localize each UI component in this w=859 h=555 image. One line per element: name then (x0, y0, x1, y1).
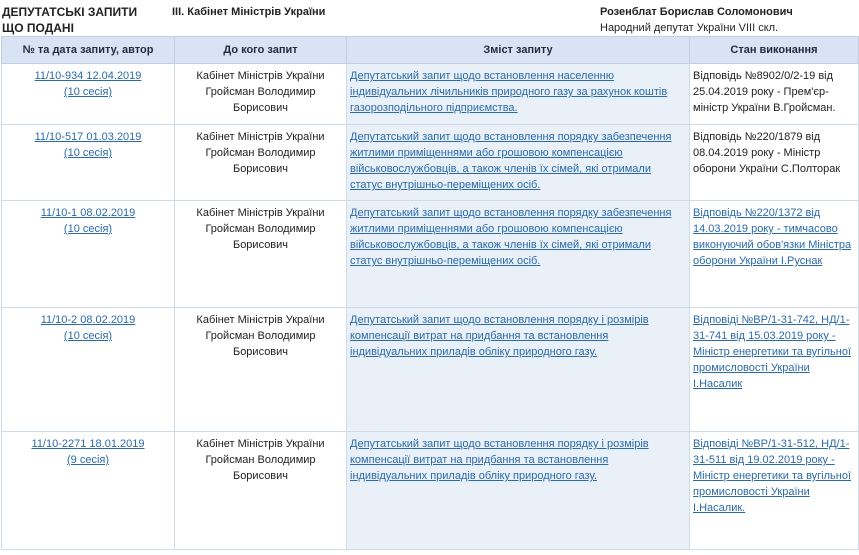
status-text: Відповідь №8902/0/2-19 від 25.04.2019 року - Прем'єр-міністр України В.Гройсман. (693, 70, 836, 114)
status-cell (690, 64, 859, 125)
request-content-link[interactable]: Депутатський запит щодо встановлення порядку забезпечення житлими приміщеннями або грошовою компенсацією військовослужбовців, а також членів їх сімей, які отримали статус внутрішньо-переміщених осіб. (350, 131, 672, 191)
request-number-cell (2, 308, 175, 432)
request-number-link[interactable]: 11/10-934 12.04.2019 (34, 70, 142, 82)
request-number-cell (2, 64, 175, 125)
request-session-link[interactable]: (10 сесія) (63, 147, 113, 159)
deputy-name: Розенблат Борислав Соломонович (600, 6, 793, 18)
request-number-cell (2, 125, 175, 201)
request-number-link[interactable]: 11/10-1 08.02.2019 (40, 207, 136, 219)
request-session-link[interactable]: (10 сесія) (63, 223, 113, 235)
status-cell (690, 308, 859, 432)
request-session-link[interactable]: (9 сесія) (66, 454, 110, 466)
table-header-row (2, 37, 859, 64)
page-title-line1: ДЕПУТАТСЬКІ ЗАПИТИ (2, 5, 138, 19)
page-header (0, 0, 859, 36)
content-cell (347, 125, 690, 201)
recipient-cell: Кабінет Міністрів України Гройсман Володимир Борисович (175, 432, 347, 550)
table-row (2, 64, 859, 125)
page-title-line2: ЩО ПОДАНІ (2, 21, 74, 35)
table-row (2, 125, 859, 201)
table-row (2, 432, 859, 550)
column-header-number: № та дата запиту, автор (2, 37, 175, 64)
deputy-info (600, 4, 793, 36)
deputy-role: Народний депутат України VIII скл. (600, 22, 779, 34)
request-content-link[interactable]: Депутатський запит щодо встановлення порядку і розмірів компенсації витрат на придбання та встановлення індивідуальних приладів обліку природного газу. (350, 314, 649, 358)
request-content-link[interactable]: Депутатський запит щодо встановлення населенню індивідуальних лічильників природного газу за рахунок коштів газорозподільного підприємства. (350, 70, 668, 114)
page-title (2, 4, 137, 36)
content-cell (347, 201, 690, 308)
table-row (2, 308, 859, 432)
recipient-cell: Кабінет Міністрів України Гройсман Володимир Борисович (175, 201, 347, 308)
status-cell (690, 201, 859, 308)
recipient-cell: Кабінет Міністрів України Гройсман Володимир Борисович (175, 308, 347, 432)
table-row (2, 201, 859, 308)
recipient-cell: Кабінет Міністрів України Гройсман Володимир Борисович (175, 64, 347, 125)
request-number-link[interactable]: 11/10-517 01.03.2019 (34, 131, 142, 143)
status-link[interactable]: Відповіді №ВР/1-31-742, НД/1-31-741 від 15.03.2019 року - Міністр енергетики та вугільної промисловості України І.Насалик (693, 314, 852, 390)
request-content-link[interactable]: Депутатський запит щодо встановлення порядку забезпечення житлими приміщеннями або грошовою компенсацією військовослужбовців, а також членів їх сімей, які отримали статус внутрішньо-переміщених осіб. (350, 207, 672, 267)
request-number-link[interactable]: 11/10-2271 18.01.2019 (31, 438, 145, 450)
request-content-link[interactable]: Депутатський запит щодо встановлення порядку і розмірів компенсації витрат на придбання та встановлення індивідуальних приладів обліку природного газу. (350, 438, 649, 482)
request-session-link[interactable]: (10 сесія) (63, 330, 113, 342)
recipient-cell: Кабінет Міністрів України Гройсман Володимир Борисович (175, 125, 347, 201)
status-text: Відповідь №220/1879 від 08.04.2019 року - Міністр оборони України С.Полторак (693, 131, 841, 175)
request-number-link[interactable]: 11/10-2 08.02.2019 (40, 314, 136, 326)
request-number-cell (2, 432, 175, 550)
column-header-recipient: До кого запит (175, 37, 347, 64)
status-cell (690, 125, 859, 201)
section-title: III. Кабінет Міністрів України (172, 6, 326, 18)
status-cell (690, 432, 859, 550)
column-header-status: Стан виконання (690, 37, 859, 64)
requests-table (1, 36, 859, 550)
request-session-link[interactable]: (10 сесія) (63, 86, 113, 98)
content-cell (347, 308, 690, 432)
content-cell (347, 64, 690, 125)
column-header-content: Зміст запиту (347, 37, 690, 64)
request-number-cell (2, 201, 175, 308)
content-cell (347, 432, 690, 550)
status-link[interactable]: Відповідь №220/1372 від 14.03.2019 року - тимчасово виконуючий обов'язки Міністра оборони України І.Руснак (693, 207, 852, 267)
status-link[interactable]: Відповіді №ВР/1-31-512, НД/1-31-511 від 19.02.2019 року - Міністр енергетики та вугільної промисловості України І.Насалик. (693, 438, 852, 514)
